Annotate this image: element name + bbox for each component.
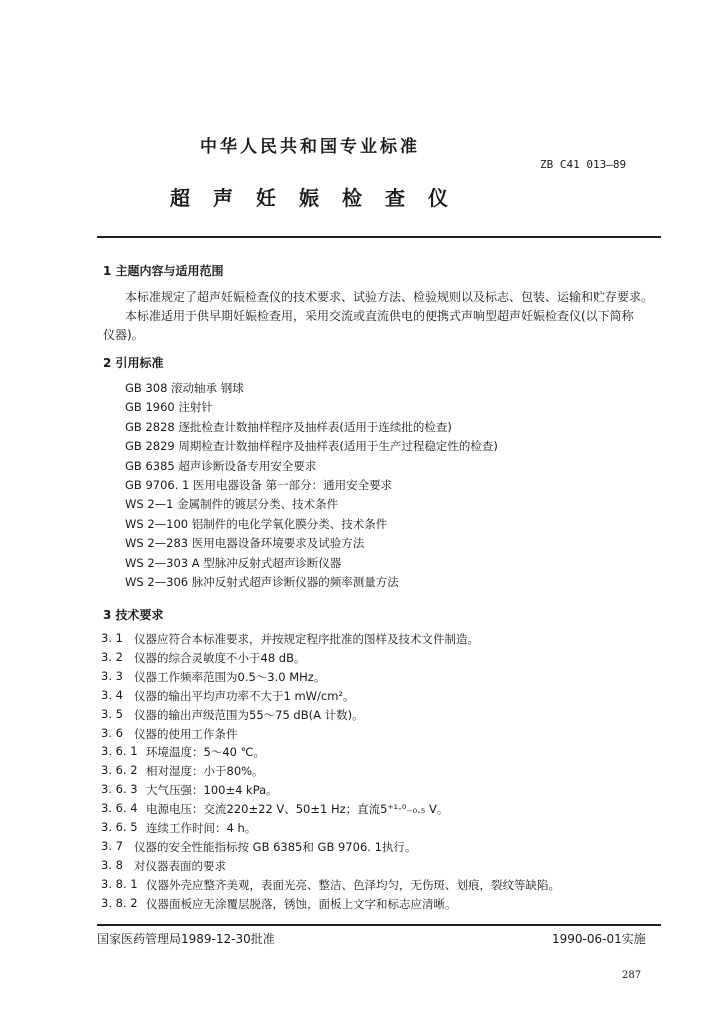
- reference-item: WS 2—306 脉冲反射式超声诊断仪器的频率测量方法: [125, 575, 399, 589]
- requirement-text: 连续工作时间：4 h。: [146, 821, 257, 835]
- reference-item: GB 2828 逐批检查计数抽样程序及抽样表(适用于连续批的检查): [125, 419, 452, 434]
- footer-rule: [97, 924, 661, 926]
- requirement-number: 3. 8. 1: [101, 876, 138, 891]
- requirement-number: 3. 2: [101, 649, 123, 664]
- requirement-number: 3. 8. 2: [101, 895, 138, 910]
- section-2-heading: 2 引用标准: [103, 356, 164, 370]
- top-rule: [97, 236, 661, 238]
- section-1-para-1: 本标准规定了超声妊娠检查仪的技术要求、试验方法、检验规则以及标志、包装、运输和贮存要求。: [125, 290, 654, 304]
- requirement-number: 3. 6. 3: [101, 782, 138, 797]
- reference-item: GB 2829 周期检查计数抽样程序及抽样表(适用于生产过程稳定性的检查): [125, 439, 498, 454]
- reference-item: WS 2—1 金属制件的镀层分类、技术条件: [125, 497, 339, 512]
- requirement-text: 仪器的输出声级范围为55～75 dB(A 计数)。: [134, 707, 364, 722]
- requirement-text: 仪器的输出平均声功率不大于1 mW/cm²。: [134, 688, 355, 703]
- reference-item: GB 6385 超声诊断设备专用安全要求: [125, 458, 317, 473]
- requirement-text: 仪器应符合本标准要求，并按规定程序批准的图样及技术文件制造。: [134, 632, 479, 646]
- org-title: 中华人民共和国专业标准: [200, 137, 420, 157]
- reference-item: WS 2—283 医用电器设备环境要求及试验方法: [125, 536, 365, 551]
- approval-date: 国家医药管理局1989-12-30批准: [97, 932, 275, 946]
- requirement-text: 仪器的使用工作条件: [134, 726, 238, 741]
- section-3-heading: 3 技术要求: [103, 608, 164, 622]
- requirement-text: 相对湿度：小于80%。: [146, 764, 264, 779]
- reference-item: WS 2—100 铝制件的电化学氧化膜分类、技术条件: [125, 516, 388, 531]
- requirement-text: 对仪器表面的要求: [134, 858, 226, 873]
- section-1-para-2: 本标准适用于供早期妊娠检查用，采用交流或直流供电的便携式声响型超声妊娠检查仪(以下简称: [125, 309, 634, 323]
- requirement-text: 仪器外壳应整齐美观，表面光亮、整洁、色泽均匀，无伤斑、划痕，裂纹等缺陷。: [146, 877, 560, 892]
- requirement-number: 3. 6. 4: [101, 801, 138, 816]
- requirement-number: 3. 8: [101, 857, 123, 872]
- requirement-text: 仪器的综合灵敏度不小于48 dB。: [134, 650, 306, 665]
- document-title: 超声妊娠检查仪: [170, 186, 471, 210]
- requirement-number: 3. 1: [101, 631, 123, 645]
- requirement-number: 3. 6: [101, 725, 123, 740]
- requirement-number: 3. 7: [101, 838, 123, 853]
- requirement-text: 仪器面板应无涂覆层脱落，锈蚀，面板上文字和标志应清晰。: [146, 896, 457, 911]
- section-1-heading: 1 主题内容与适用范围: [103, 264, 224, 278]
- reference-item: GB 308 滚动轴承 钢球: [125, 381, 244, 395]
- reference-item: GB 1960 注射针: [125, 400, 213, 415]
- requirement-text: 电源电压：交流220±22 V、50±1 Hz；直流5⁺¹·⁰₋₀.₅ V。: [146, 802, 449, 817]
- reference-item: WS 2—303 A 型脉冲反射式超声诊断仪器: [125, 555, 342, 570]
- requirement-number: 3. 3: [101, 668, 123, 683]
- requirement-number: 3. 6. 2: [101, 763, 138, 778]
- page-number: 287: [622, 970, 642, 981]
- requirement-text: 大气压强：100±4 kPa。: [146, 783, 278, 798]
- requirement-text: 仪器的安全性能指标按 GB 6385和 GB 9706. 1执行。: [134, 839, 417, 854]
- requirement-number: 3. 6. 1: [101, 744, 138, 759]
- effective-date: 1990-06-01实施: [552, 932, 646, 946]
- section-1-para-3: 仪器)。: [103, 328, 144, 342]
- requirement-number: 3. 4: [101, 687, 123, 702]
- standard-code: ZB C41 013—89: [540, 158, 627, 171]
- requirement-text: 环境温度：5～40 ℃。: [146, 745, 266, 760]
- reference-item: GB 9706. 1 医用电器设备 第一部分：通用安全要求: [125, 478, 393, 492]
- requirement-number: 3. 6. 5: [101, 820, 138, 834]
- requirement-text: 仪器工作频率范围为0.5～3.0 MHz。: [134, 669, 326, 684]
- requirement-number: 3. 5: [101, 706, 123, 721]
